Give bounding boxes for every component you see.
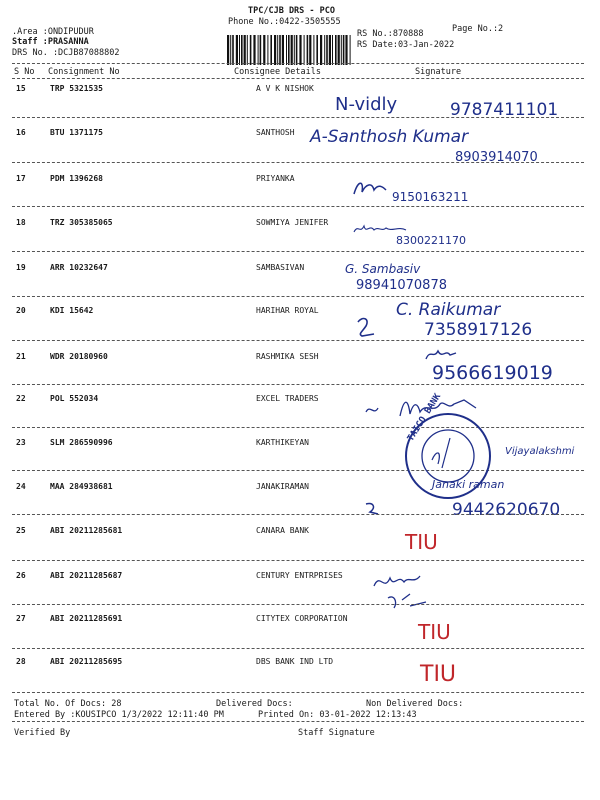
barcode-bar [329,35,331,65]
signature-text: A-Santhosh Kumar [310,127,469,147]
row-divider [12,251,584,252]
row-consignment: SLM 286590996 [50,438,113,447]
signature-text: TIU [418,620,451,644]
row-divider [12,648,584,649]
barcode-bar [253,35,255,65]
barcode-bar [236,35,238,65]
barcode-bar [345,35,347,65]
signature-text: TIU [420,662,457,687]
row-sno: 25 [16,526,26,535]
row-consignee: CENTURY ENTRPRISES [256,571,343,580]
signature-text: Vijayalakshmi [505,446,575,457]
row-consignee: SAMBASIVAN [256,263,305,272]
barcode-image [226,35,354,65]
barcode-bar [324,35,325,65]
barcode-bar [286,35,287,65]
column-divider [12,78,584,79]
barcode-bar [343,35,345,65]
bank-stamp [402,392,494,506]
delivered-docs: Delivered Docs: [216,699,293,709]
barcode-bar [239,35,240,65]
document-title: TPC/CJB DRS - PCO [248,6,335,16]
row-consignee: CITYTEX CORPORATION [256,614,348,623]
column-signature: Signature [415,67,462,77]
signature-scribble [352,314,380,340]
column-sno: S No [14,67,35,77]
row-consignment: KDI 15642 [50,306,94,315]
signature-phone: 98941070878 [356,278,447,293]
row-sno: 18 [16,218,26,227]
row-sno: 20 [16,306,26,315]
signature-scribble [362,500,382,518]
barcode-bar [260,35,262,65]
row-consignee: EXCEL TRADERS [256,394,319,403]
signature-text: TIU [405,530,438,554]
barcode-bar [294,35,295,65]
barcode-bar [335,35,337,65]
area-label: .Area :ONDIPUDUR [12,27,94,37]
non-delivered-docs: Non Delivered Docs: [366,699,464,709]
barcode-bar [316,35,318,65]
staff-label: Staff :PRASANNA [12,37,89,47]
barcode-bar [250,35,252,65]
row-consignment: POL 552034 [50,394,99,403]
row-consignment: ABI 20211285687 [50,571,123,580]
row-divider [12,470,584,471]
row-sno: 15 [16,84,26,93]
barcode-bar [258,35,259,65]
signature-phone: 9150163211 [392,190,469,204]
barcode-bar [296,35,298,65]
row-consignee: PRIYANKA [256,174,295,183]
footer-divider [12,692,584,693]
barcode-bar [241,35,243,65]
signature-phone: 7358917126 [424,320,533,340]
signature-scribble [424,345,458,363]
barcode-bar [247,35,248,65]
row-consignee: HARIHAR ROYAL [256,306,319,315]
staff-signature: Staff Signature [298,728,375,738]
barcode-bar [288,35,290,65]
barcode-bar [291,35,293,65]
row-consignee: SOWMIYA JENIFER [256,218,329,227]
signature-phone: 8903914070 [455,150,538,165]
total-docs: Total No. Of Docs: 28 [14,699,122,709]
entered-by: Entered By :KOUSIPCO 1/3/2022 12:11:40 PM [14,710,224,720]
row-consignee: RASHMIKA SESH [256,352,319,361]
row-consignee: SANTHOSH [256,128,295,137]
barcode-bar [267,35,268,65]
barcode-bar [232,35,234,65]
barcode-bar [230,35,231,65]
row-sno: 24 [16,482,26,491]
row-consignment: ABI 20211285695 [50,657,123,666]
barcode-bar [320,35,322,65]
barcode-bar [277,35,278,65]
signature-phone: 9787411101 [450,100,559,120]
barcode-bar [309,35,311,65]
row-consignment: TRP 5321535 [50,84,103,93]
row-divider [12,427,584,428]
signature-text: C. Raikumar [396,300,501,320]
row-consignment: MAA 284938681 [50,482,113,491]
row-sno: 17 [16,174,26,183]
signature-phone: 9442620670 [452,500,561,520]
header-divider [12,63,584,64]
row-consignment: ARR 10232647 [50,263,108,272]
barcode-bar [282,35,284,65]
phone-number: Phone No.:0422-3505555 [228,17,341,27]
barcode-bar [299,35,301,65]
column-consignee: Consignee Details [234,67,321,77]
row-divider [12,117,584,118]
printed-on: Printed On: 03-01-2022 12:13:43 [258,710,417,720]
signature-scribble [370,568,436,616]
row-divider [12,560,584,561]
row-consignment: ABI 20211285681 [50,526,123,535]
signature-text: G. Sambasiv [345,262,421,276]
footer-divider-2 [12,721,584,722]
barcode-bar [263,35,265,65]
barcode-bar [326,35,328,65]
row-consignee: JANAKIRAMAN [256,482,309,491]
row-sno: 27 [16,614,26,623]
barcode-bar [332,35,333,65]
drs-number: DRS No. :DCJB87088802 [12,48,120,58]
signature-phone: 8300221170 [396,234,466,247]
barcode-bar [313,35,314,65]
page-number: Page No.:2 [452,24,504,34]
row-divider [12,206,584,207]
rs-date: RS Date:03-Jan-2022 [357,40,455,50]
row-consignee: DBS BANK IND LTD [256,657,334,666]
row-sno: 23 [16,438,26,447]
barcode-bar [244,35,246,65]
verified-by: Verified By [14,728,71,738]
row-divider [12,514,584,515]
row-consignment: WDR 20180960 [50,352,108,361]
barcode-bar [227,35,229,65]
rs-number: RS No.:870888 [357,29,424,39]
row-consignee: KARTHIKEYAN [256,438,309,447]
column-consignment: Consignment No [48,67,120,77]
row-consignee: A V K NISHOK [256,84,314,93]
barcode-bar [307,35,309,65]
row-sno: 26 [16,571,26,580]
row-consignee: CANARA BANK [256,526,309,535]
barcode-bar [274,35,276,65]
row-consignment: ABI 20211285691 [50,614,123,623]
barcode-bar [304,35,305,65]
signature-scribble [350,178,390,200]
row-divider [12,384,584,385]
row-consignment: TRZ 305385065 [50,218,113,227]
stamp-text: TAICO BANK [406,392,444,444]
signature-text: N-vidly [335,94,398,115]
row-divider [12,340,584,341]
signature-text: Janaki raman [432,478,505,491]
row-sno: 19 [16,263,26,272]
row-consignment: BTU 1371175 [50,128,103,137]
row-divider [12,604,584,605]
row-sno: 22 [16,394,26,403]
row-sno: 16 [16,128,26,137]
barcode-bar [270,35,272,65]
row-sno: 21 [16,352,26,361]
row-divider [12,296,584,297]
barcode-bar [341,35,342,65]
row-divider [12,162,584,163]
barcode-bar [279,35,281,65]
barcode-bar [338,35,340,65]
barcode-bar [350,35,351,65]
signature-phone: 9566619019 [432,362,553,384]
row-consignment: PDM 1396268 [50,174,103,183]
row-sno: 28 [16,657,26,666]
